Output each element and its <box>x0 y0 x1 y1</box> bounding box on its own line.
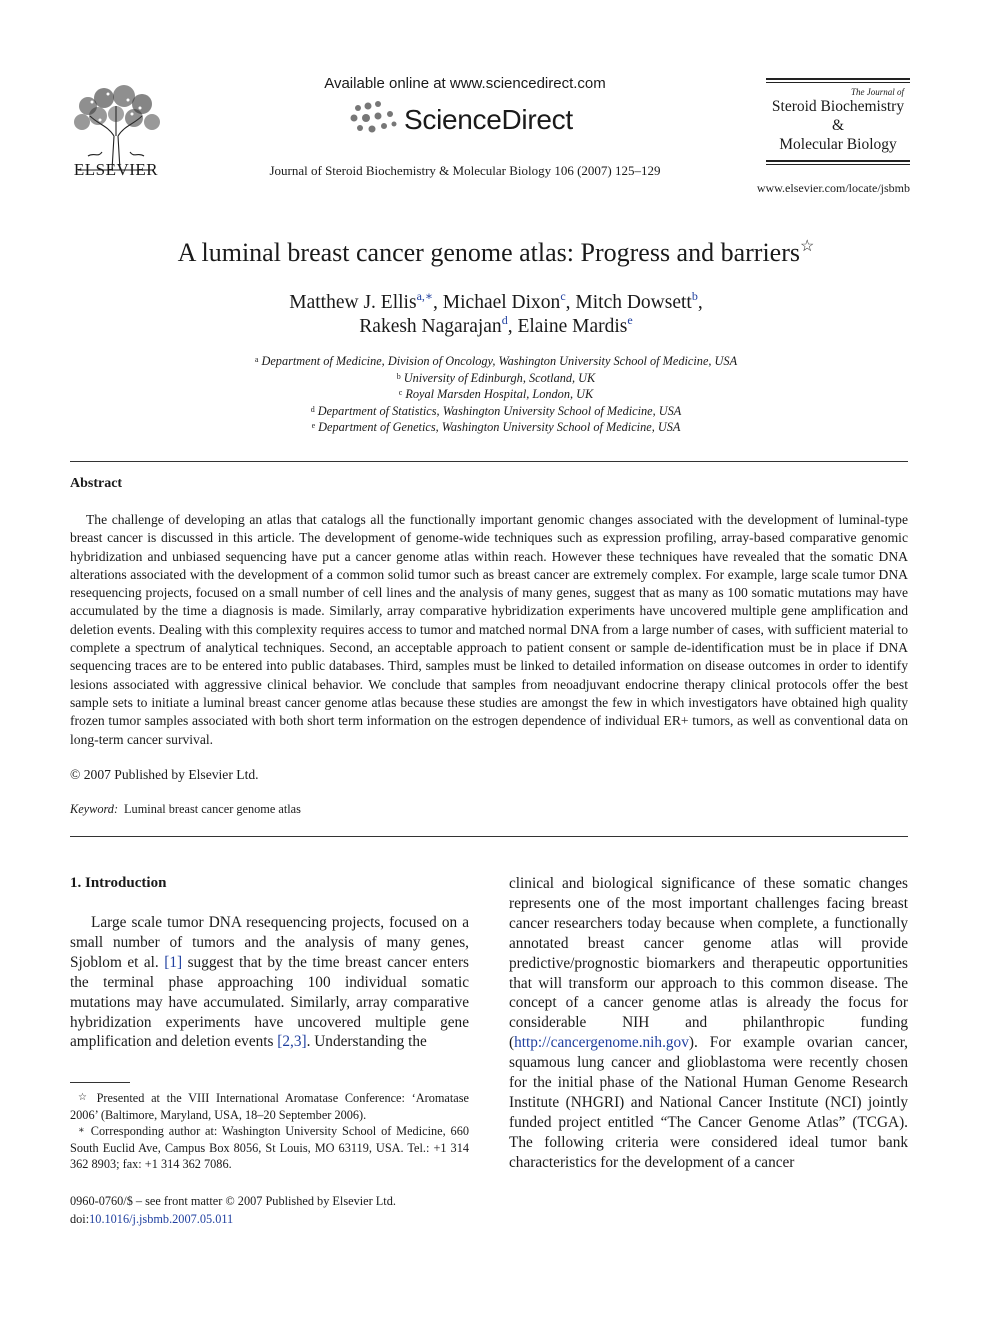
author-affiliation-mark[interactable]: d <box>501 313 508 327</box>
affiliation-mark: d <box>310 405 315 414</box>
affiliation-mark: b <box>396 372 401 381</box>
issn-footer <box>70 1192 396 1228</box>
author-line-1 <box>60 289 932 314</box>
body-text: clinical and biological significance of these somatic changes represents one of the most important challenges facing breast cancer researchers today because when complete, a functionally annotated breast cancer genome atlas will provide predictive/prognostic biomarkers and therapeutic opportunities that will transform our approach to this common disease. The concept of a cancer genome atlas is already the focus for considerable NIH and philanthropic funding ( <box>509 875 908 1052</box>
doi-link[interactable]: 10.1016/j.jsbmb.2007.05.011 <box>89 1212 234 1226</box>
author-name: Michael Dixon <box>442 292 561 313</box>
author-affiliation-mark[interactable]: c <box>560 289 566 303</box>
keywords <box>70 802 301 817</box>
footnote <box>70 1123 469 1173</box>
body-column-right <box>509 874 908 1173</box>
body-column-left <box>70 913 469 1052</box>
available-online-text[interactable]: Available online at www.sciencedirect.com <box>324 75 606 92</box>
author-separator: , <box>433 292 443 313</box>
affiliation-text: University of Edinburgh, Scotland, UK <box>403 371 596 385</box>
affiliation-mark: a <box>254 355 259 364</box>
affiliation-mark: c <box>398 388 403 397</box>
abstract-heading: Abstract <box>70 476 123 491</box>
affiliation <box>60 370 932 387</box>
affiliation-mark: e <box>311 421 316 430</box>
footnote <box>70 1090 469 1123</box>
article-title <box>60 238 932 268</box>
sciencedirect-name: ScienceDirect <box>404 104 573 135</box>
journal-box-bottom-rule <box>766 160 910 165</box>
article-title-text: A luminal breast cancer genome atlas: Progress and barriers <box>177 238 800 267</box>
affiliation-text: Department of Genetics, Washington University School of Medicine, USA <box>318 420 681 434</box>
body-text: ). For example ovarian cancer, squamous lung cancer and glioblastoma were recently chosen for the initial phase of the National Human Genome Research Institute (NHGRI) and National Cancer Institute (NCI) jointly funded project entitled “The Cancer Genome Atlas” (TCGA). The following criteria were considered ideal tumor bank characteristics for the development of a cancer <box>509 1034 908 1171</box>
external-link[interactable]: http://cancergenome.nih.gov <box>514 1034 689 1052</box>
author-name: Matthew J. Ellis <box>289 292 417 313</box>
author-affiliation-mark[interactable]: a,∗ <box>416 289 434 303</box>
affiliation <box>60 386 932 403</box>
abstract-bottom-rule <box>70 836 908 837</box>
journal-name-line-3: Molecular Biology <box>779 136 897 153</box>
affiliation-text: Department of Medicine, Division of Oncology, Washington University School of Medicine, USA <box>261 354 738 368</box>
doi-label: doi: <box>70 1212 90 1226</box>
journal-box-top-rule <box>766 78 910 83</box>
title-footnote-mark[interactable]: ☆ <box>800 238 815 255</box>
body-text: suggest that by the time breast cancer enters the terminal phase approaching 100 individual somatic mutations may have accumulated. Similarly, array comparative hybridization experiments have uncovered multiple gene amplification and deletion events <box>70 953 470 1051</box>
journal-url[interactable]: www.elsevier.com/locate/jsbmb <box>756 181 910 195</box>
author-separator: , <box>565 292 576 313</box>
copyright-notice: © 2007 Published by Elsevier Ltd. <box>70 767 259 782</box>
author-separator: , <box>507 316 518 337</box>
footnote-rule <box>70 1082 130 1083</box>
keyword-value: Luminal breast cancer genome atlas <box>124 802 301 816</box>
footnote-mark: ☆ <box>78 1092 91 1103</box>
affiliation <box>60 353 932 370</box>
journal-title-box <box>766 78 910 165</box>
abstract-top-rule <box>70 461 908 462</box>
keyword-label: Keyword: <box>70 802 119 816</box>
affiliation-text: Department of Statistics, Washington University School of Medicine, USA <box>317 404 682 418</box>
author-name: Rakesh Nagarajan <box>359 316 502 337</box>
affiliation <box>60 403 932 420</box>
affiliation-text: Royal Marsden Hospital, London, UK <box>405 387 594 401</box>
author-affiliation-mark[interactable]: e <box>627 313 633 327</box>
author-name: Elaine Mardis <box>517 316 628 337</box>
author-line-2 <box>60 313 932 338</box>
journal-reference: Journal of Steroid Biochemistry & Molecular Biology 106 (2007) 125–129 <box>269 163 661 178</box>
journal-name-line-1: Steroid Biochemistry <box>771 98 905 115</box>
doi-line <box>70 1210 396 1228</box>
citation-link[interactable]: [2,3] <box>277 1033 307 1051</box>
body-text: Large scale tumor DNA resequencing projects, focused on a small number of tumors and the analysis of many genes, Sjoblom et al. <box>70 914 469 971</box>
footnote-mark: ∗ <box>78 1125 85 1136</box>
journal-small-label: The Journal of <box>851 87 904 97</box>
issn-text: 0960-0760/$ – see front matter © 2007 Published by Elsevier Ltd. <box>70 1194 396 1208</box>
abstract-text: The challenge of developing an atlas that catalogs all the functionally important genomic changes associated with the development of luminal-type breast cancer is discussed in this article. The development of genome-wide techniques such as expression profiling, array-based comparative genomic hybridization and unbiased sequencing have put a cancer genome atlas within reach. However these techniques have revealed that the somatic DNA alterations associated with the development of a common solid tumor such as breast cancer are extremely complex. For example, large scale tumor DNA resequencing projects, focused on a small number of cell lines and the analysis of many genes, suggest that as many as 100 somatic mutations may have accumulated by the time a diagnosis is made. Similarly, array comparative hybridization experiments have uncovered multiple gene amplification and deletion events. Dealing with this complexity requires access to tumor and matched normal DNA from a large number of cases, with sufficient material to complete a spectrum of analytical techniques. Second, an acceptable approach to patient consent or sample de-identification must be in place if DNA sequencing traces are to be entered into public databases. Third, samples must be linked to detailed information on disease outcomes in order to identify lesions associated with aggressive clinical behavior. We conclude that samples from neoadjuvant endocrine therapy clinical protocols offer the best sample sets to initiate a luminal breast cancer genome atlas because these studies are amongst the few in which investigators have obtained high quality frozen tumor samples associated with both short term information on the estrogen dependence of individual ER+ tumors, as well as conventional data on long-term cancer survival. <box>70 512 908 747</box>
author-separator: , <box>697 292 703 313</box>
author-name: Mitch Dowsett <box>575 292 692 313</box>
section-heading-introduction: 1. Introduction <box>70 875 167 891</box>
journal-name-line-2: & <box>831 117 845 134</box>
citation-link[interactable]: [1] <box>164 953 183 971</box>
body-text: . Understanding the <box>306 1033 427 1051</box>
author-affiliation-mark[interactable]: b <box>691 289 698 303</box>
publisher-name: ELSEVIER <box>73 160 159 179</box>
footnote-text: Presented at the VIII International Aromatase Conference: ‘Aromatase 2006’ (Baltimore, Maryland, USA, 18–20 September 2006). <box>70 1091 469 1122</box>
affiliation <box>60 419 932 436</box>
footnote-text: Corresponding author at: Washington University School of Medicine, 660 South Euclid Ave, Campus Box 8056, St Louis, MO 63119, USA. Tel.: +1 314 362 8903; fax: +1 314 362 7086. <box>70 1124 469 1171</box>
